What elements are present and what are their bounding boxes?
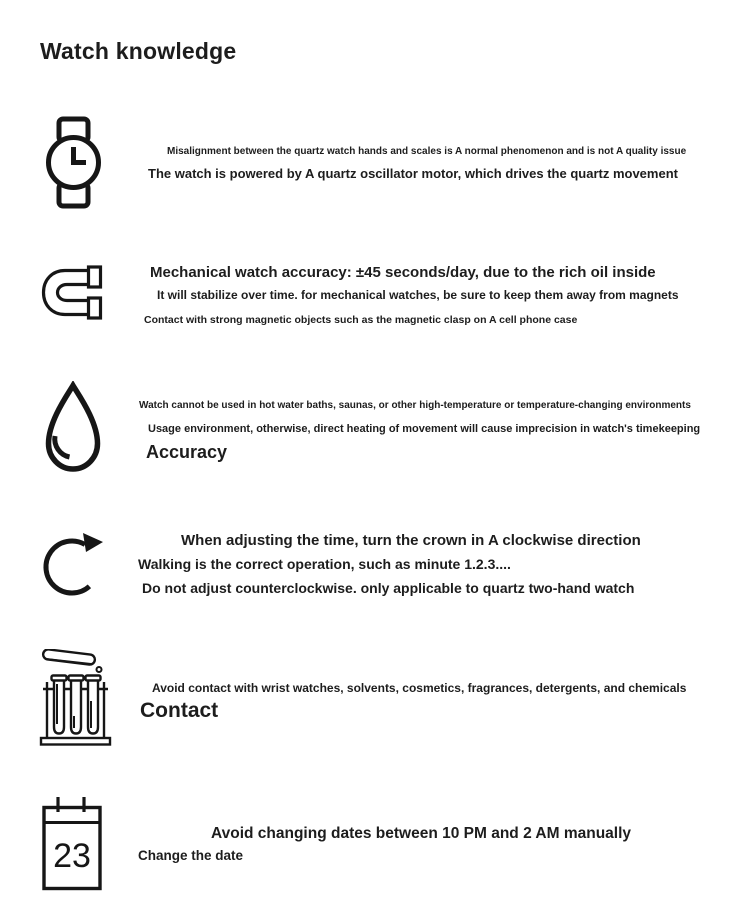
- section-text: Walking is the correct operation, such as minute 1.2.3....: [138, 556, 511, 572]
- test-tubes-icon: [38, 649, 113, 747]
- section-text: Change the date: [138, 848, 244, 863]
- section-text: Avoid changing dates between 10 PM and 2 AM manually: [211, 825, 632, 842]
- section-heading: Contact: [140, 699, 219, 722]
- wristwatch-icon: [43, 116, 104, 209]
- section-text: Do not adjust counterclockwise. only applicable to quartz two-hand watch: [142, 580, 635, 596]
- section-text: Watch cannot be used in hot water baths, saunas, or other high-temperature or temperature-changing environments: [139, 400, 691, 411]
- clockwise-rotation-icon: [40, 521, 108, 601]
- section-text: Mechanical watch accuracy: ±45 seconds/day, due to the rich oil inside: [150, 264, 656, 281]
- water-drop-icon: [41, 381, 105, 476]
- calendar-day-number: 23: [53, 837, 91, 875]
- section-text: The watch is powered by A quartz oscillator motor, which drives the quartz movement: [148, 166, 678, 181]
- section-text: It will stabilize over time. for mechanical watches, be sure to keep them away from magnets: [157, 288, 679, 302]
- magnet-icon: [38, 262, 105, 323]
- section-heading: Accuracy: [146, 442, 228, 462]
- section-text: Usage environment, otherwise, direct heating of movement will cause imprecision in watch's timekeeping: [148, 423, 701, 435]
- section-text: When adjusting the time, turn the crown in A clockwise direction: [181, 532, 641, 549]
- page-title: Watch knowledge: [40, 38, 237, 64]
- calendar-icon: [41, 795, 103, 892]
- section-text: Avoid contact with wrist watches, solvents, cosmetics, fragrances, detergents, and chemicals: [152, 681, 687, 695]
- section-text: Contact with strong magnetic objects such as the magnetic clasp on A cell phone case: [144, 314, 578, 326]
- section-text: Misalignment between the quartz watch hands and scales is A normal phenomenon and is not A quality issue: [167, 146, 687, 157]
